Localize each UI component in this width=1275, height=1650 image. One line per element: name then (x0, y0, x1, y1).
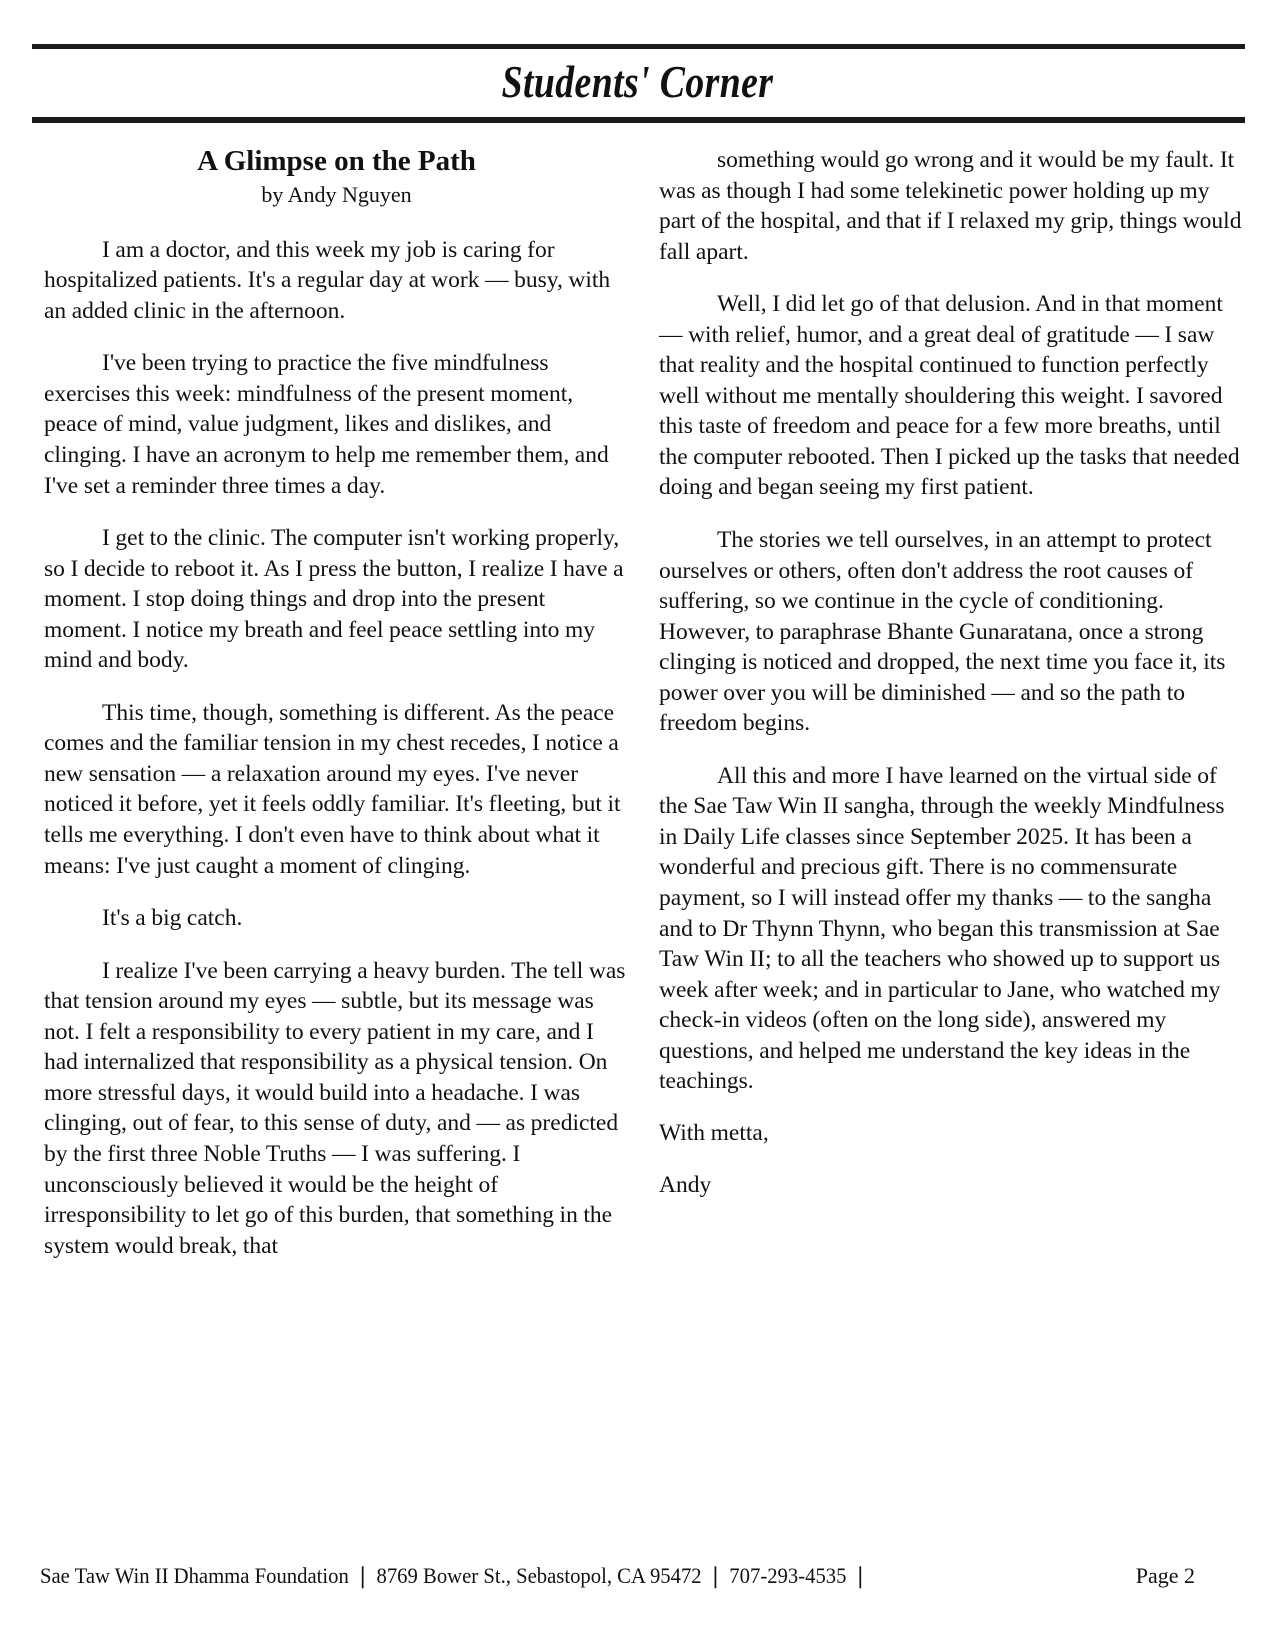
paragraph: This time, though, something is different. As the peace comes and the familiar tension in my chest recedes, I notice a new sensation — a relaxation around my eyes. I've never noticed it before, yet it feels oddly familiar. It's fleeting, but it tells me everything. I don't even have to think about what it means: I've just caught a moment of clinging. (44, 699, 621, 879)
masthead (32, 0, 1243, 123)
closing-name: Andy (659, 1172, 712, 1199)
page-footer (0, 1564, 1275, 1588)
paragraph: I am a doctor, and this week my job is caring for hospitalized patients. It's a regular day at work — busy, with an added clinic in the afternoon. (44, 236, 611, 324)
column-right (651, 145, 1244, 1223)
masthead-title: Students' Corner (501, 56, 774, 107)
article-title: A Glimpse on the Path (197, 145, 476, 177)
paragraph: The stories we tell ourselves, in an attempt to protect ourselves or others, often don't address the root causes of suffering, so we continue in the cycle of conditioning. However, to paraphrase Bhante Gunaratana, once a strong clinging is noticed and dropped, the next time you face it, its power over you will be diminished — and so the path to freedom begins. (659, 527, 1226, 737)
closing-salutation: With metta, (659, 1119, 769, 1146)
paragraph: I get to the clinic. The computer isn't working properly, so I decide to reboot it. As I press the button, I realize I have a moment. I stop doing things and drop into the present moment. I notice my breath and feel peace settling into my mind and body. (44, 525, 624, 674)
paragraph: I've been trying to practice the five mindfulness exercises this week: mindfulness of the present moment, peace of mind, value judgment, likes and dislikes, and clinging. I have an acronym to help me remember them, and I've set a reminder three times a day. (44, 350, 609, 499)
paragraph: It's a big catch. (102, 905, 243, 932)
paragraph: All this and more I have learned on the virtual side of the Sae Taw Win II sangha, through the weekly Mindfulness in Daily Life classes since September 2025. It has been a wonderful and precious gift. There is no commensurate payment, so I will instead offer my thanks — to the sangha and to Dr Thynn Thynn, who began this transmission at Sae Taw Win II; to all the teachers who showed up to support us week after week; and in particular to Jane, who watched my check-in videos (often on the long side), answered my questions, and helped me understand the key ideas in the teachings. (659, 762, 1225, 1095)
footer-page-number: Page 2 (1135, 1562, 1195, 1588)
paragraph: something would go wrong and it would be my fault. It was as though I had some telekinetic power holding up my part of the hospital, and that if I relaxed my grip, things would fall apart. (659, 147, 1242, 265)
footer-organization-line: Sae Taw Win II Dhamma Foundation ❘ 8769 Bower St., Sebastopol, CA 95472 ❘ 707-293-4535 ❘ (40, 1562, 869, 1588)
paragraph: Well, I did let go of that delusion. And in that moment — with relief, humor, and a great deal of gratitude — I saw that reality and the hospital continued to function perfectly well without me mentally shouldering this weight. I savored this taste of freedom and peace for a few more breaths, until the computer rebooted. Then I picked up the tasks that needed doing and began seeing my first patient. (659, 291, 1240, 501)
paragraph: I realize I've been carrying a heavy burden. The tell was that tension around my eyes — subtle, but its message was not. I felt a responsibility to every patient in my care, and I had internalized that responsibility as a physical tension. On more stressful days, it would build into a headache. I was clinging, out of fear, to this sense of duty, and — as predicted by the first three Noble Truths — I was suffering. I unconsciously believed it would be the height of irresponsibility to let go of this burden, that something in the system would break, that (44, 957, 626, 1259)
article-byline: by Andy Nguyen (261, 182, 412, 208)
column-left (32, 145, 629, 1283)
article-columns (32, 123, 1243, 1283)
